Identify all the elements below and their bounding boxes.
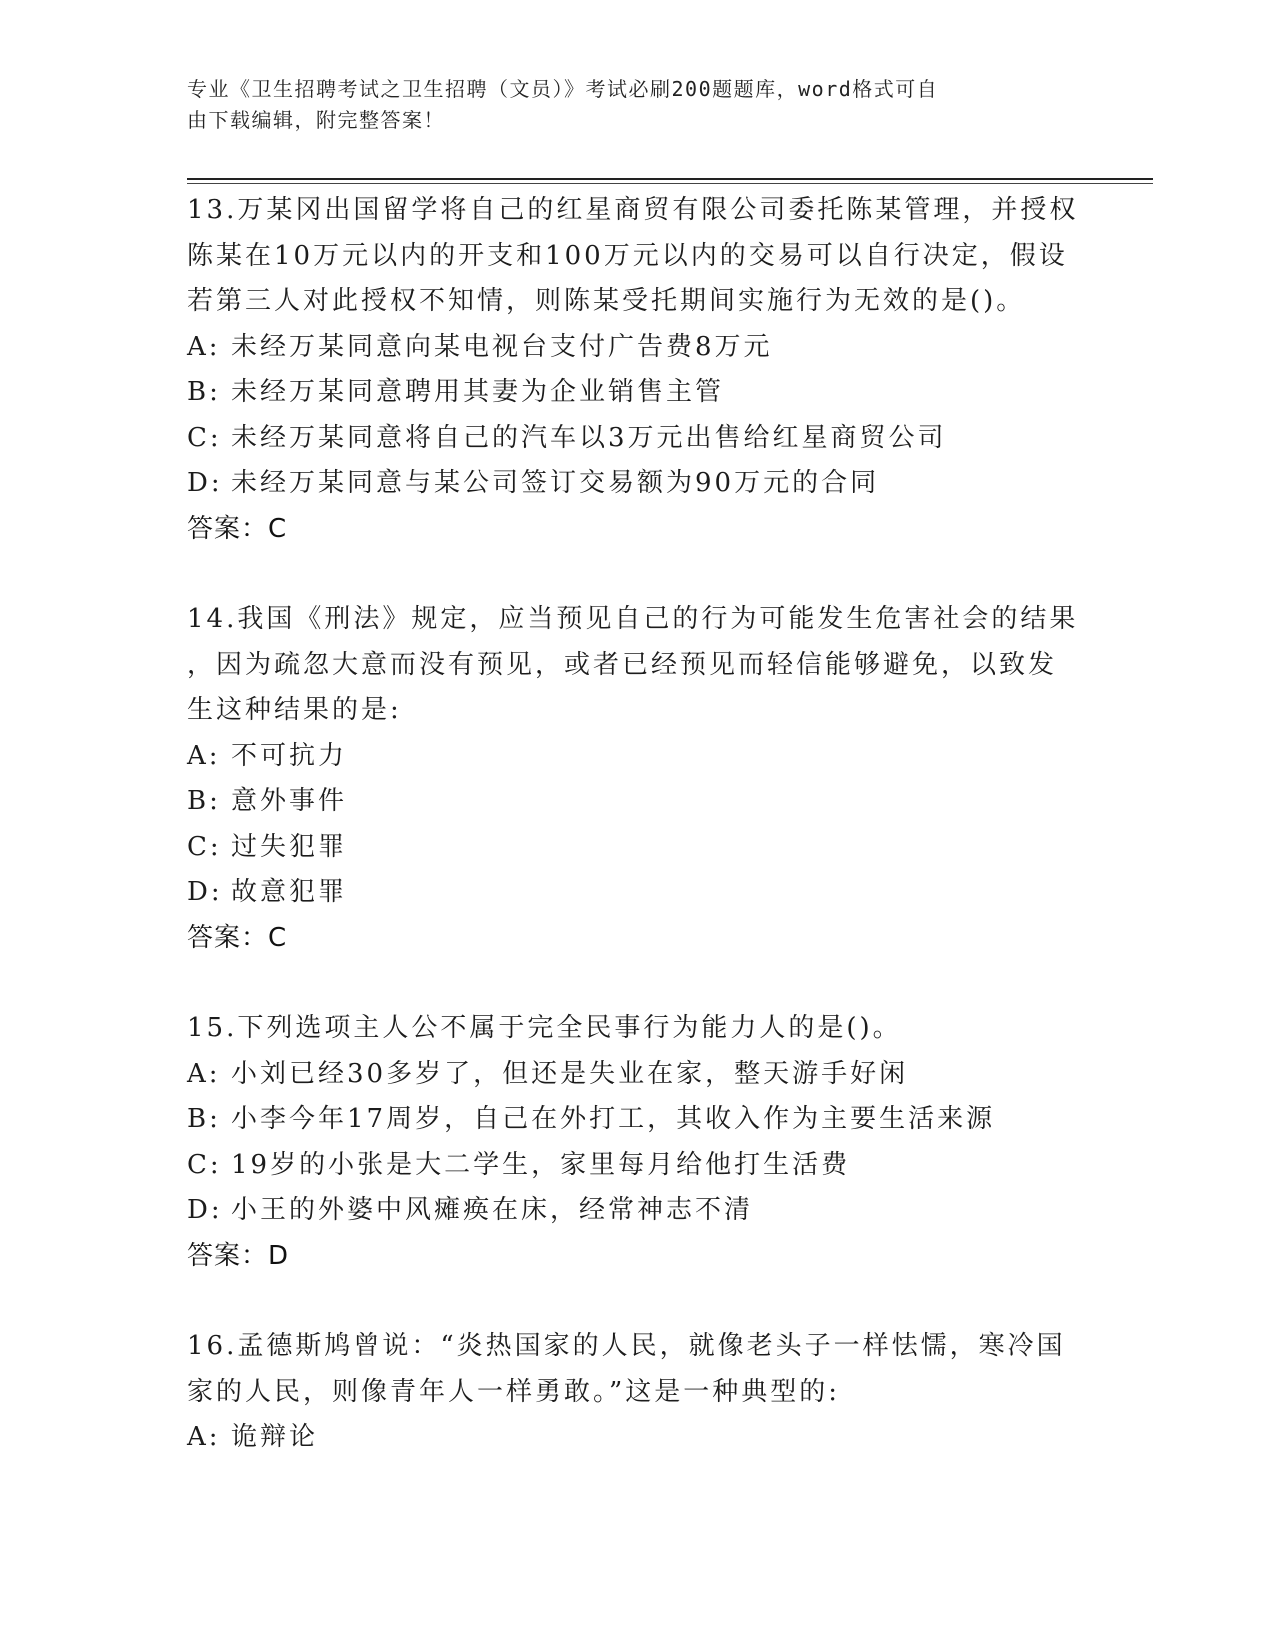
question-stem-line: 生这种结果的是: <box>187 695 402 725</box>
answer-line: 答案：C <box>187 513 288 544</box>
option-letter: C: <box>187 1149 222 1180</box>
option-d <box>187 1188 1087 1234</box>
option-letter: D: <box>187 1195 223 1225</box>
option-c <box>187 416 1087 462</box>
option-d <box>187 461 1087 507</box>
option-letter: D: <box>187 468 223 498</box>
option-letter: A: <box>187 1422 221 1452</box>
option-letter: A: <box>187 740 221 771</box>
option-text: 小刘已经30多岁了，但还是失业在家，整天游手好闲 <box>231 1058 909 1089</box>
option-letter: B: <box>187 377 221 407</box>
question-14 <box>187 597 1087 961</box>
option-c <box>187 1143 1087 1189</box>
option-letter: A: <box>187 331 221 362</box>
option-letter: C: <box>187 831 222 862</box>
answer-line: 答案：C <box>187 922 288 953</box>
option-text: 小王的外婆中风瘫痪在床，经常神志不清 <box>231 1195 754 1225</box>
option-c <box>187 825 1087 871</box>
header-line-2: 由下载编辑，附完整答案！ <box>187 108 445 132</box>
question-stem-line: ，因为疏忽大意而没有预见，或者已经预见而轻信能够避免，以致发 <box>187 649 1058 680</box>
option-text: 未经万某同意向某电视台支付广告费8万元 <box>231 331 773 362</box>
option-letter: B: <box>187 786 221 816</box>
header-line-1: 专业《卫生招聘考试之卫生招聘（文员）》考试必刷200题题库，word格式可自 <box>187 77 939 101</box>
option-text: 未经万某同意聘用其妻为企业销售主管 <box>231 377 725 407</box>
question-stem-line: 若第三人对此授权不知情，则陈某受托期间实施行为无效的是()。 <box>187 286 1026 316</box>
option-a <box>187 1052 1087 1098</box>
question-list <box>187 188 1087 1506</box>
option-text: 小李今年17周岁，自己在外打工，其收入作为主要生活来源 <box>231 1104 996 1134</box>
header-divider-thin <box>187 183 1153 184</box>
option-text: 未经万某同意与某公司签订交易额为90万元的合同 <box>231 468 880 498</box>
option-a <box>187 325 1087 371</box>
question-stem-line: 14.我国《刑法》规定，应当预见自己的行为可能发生危害社会的结果 <box>187 604 1079 634</box>
option-a <box>187 1415 1087 1461</box>
document-header <box>187 74 1067 136</box>
option-letter: C: <box>187 422 222 453</box>
question-15 <box>187 1006 1087 1279</box>
answer-line: 答案：D <box>187 1240 290 1271</box>
question-13 <box>187 188 1087 552</box>
option-text: 不可抗力 <box>231 740 348 771</box>
option-a <box>187 734 1087 780</box>
option-text: 过失犯罪 <box>231 831 348 862</box>
option-text: 意外事件 <box>231 786 348 816</box>
question-16 <box>187 1324 1087 1461</box>
option-text: 未经万某同意将自己的汽车以3万元出售给红星商贸公司 <box>231 422 947 453</box>
header-divider <box>187 178 1153 180</box>
option-letter: D: <box>187 877 223 907</box>
option-b <box>187 779 1087 825</box>
option-letter: A: <box>187 1058 221 1089</box>
question-stem-line: 16.孟德斯鸠曾说：“炎热国家的人民，就像老头子一样怯懦，寒冷国 <box>187 1331 1066 1361</box>
option-d <box>187 870 1087 916</box>
option-text: 故意犯罪 <box>231 877 348 907</box>
option-text: 19岁的小张是大二学生，家里每月给他打生活费 <box>231 1149 851 1180</box>
option-b <box>187 1097 1087 1143</box>
option-letter: B: <box>187 1104 221 1134</box>
question-stem-line: 家的人民，则像青年人一样勇敢。”这是一种典型的: <box>187 1376 841 1407</box>
option-b <box>187 370 1087 416</box>
question-stem-line: 陈某在10万元以内的开支和100万元以内的交易可以自行决定，假设 <box>187 240 1068 271</box>
question-stem-line: 15.下列选项主人公不属于完全民事行为能力人的是()。 <box>187 1013 902 1043</box>
option-text: 诡辩论 <box>231 1422 319 1452</box>
question-stem-line: 13.万某冈出国留学将自己的红星商贸有限公司委托陈某管理，并授权 <box>187 195 1079 225</box>
